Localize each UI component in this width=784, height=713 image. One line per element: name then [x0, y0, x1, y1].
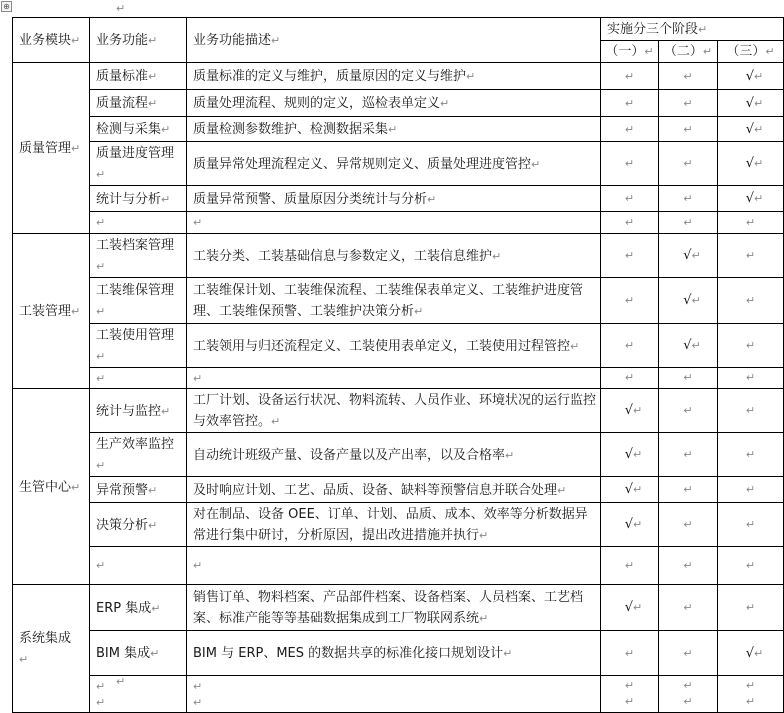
header-description: 业务功能描述↵: [187, 18, 601, 63]
header-module: 业务模块↵: [13, 18, 90, 63]
function-cell: 生产效率监控↵: [90, 433, 187, 477]
header-phase-3: （三）↵: [718, 41, 784, 63]
module-cell: 生管中心↵: [13, 389, 90, 585]
phase-cell: ↵: [601, 234, 659, 278]
description-cell: BIM 与 ERP、MES 的数据共享的标准化接口规划设计↵: [187, 631, 601, 676]
module-cell: 系统集成 ↵: [13, 585, 90, 713]
empty-cell: ↵: [718, 547, 784, 585]
phase-cell: ↵: [601, 186, 659, 212]
empty-cell: ↵ ↵: [90, 676, 187, 713]
function-cell: 异常预警↵: [90, 477, 187, 503]
phase-cell: ↵: [601, 63, 659, 90]
phase-cell: ↵: [659, 186, 718, 212]
description-cell: 质量异常处理流程定义、异常规则定义、质量处理进度管控↵: [187, 142, 601, 186]
phase-cell: ↵: [718, 234, 784, 278]
empty-cell: ↵: [187, 212, 601, 234]
description-cell: 质量标准的定义与维护，质量原因的定义与维护↵: [187, 63, 601, 90]
phase-cell: ↵: [601, 90, 659, 117]
function-cell: 工装使用管理↵: [90, 324, 187, 368]
description-cell: 质量异常预警、质量原因分类统计与分析↵: [187, 186, 601, 212]
paragraph-mark-icon: ↵: [116, 2, 126, 15]
description-cell: 工装分类、工装基础信息与参数定义，工装信息维护↵: [187, 234, 601, 278]
empty-cell: ↵: [718, 368, 784, 389]
phase-cell: ↵: [659, 503, 718, 547]
phase-cell: √↵: [718, 186, 784, 212]
phase-cell: √↵: [718, 90, 784, 117]
check-mark-icon: √: [745, 68, 755, 84]
phase-cell: √↵: [718, 631, 784, 676]
phase-cell: ↵: [718, 477, 784, 503]
phase-cell: √↵: [601, 503, 659, 547]
phase-cell: ↵: [601, 117, 659, 142]
empty-cell: ↵: [90, 368, 187, 389]
phase-cell: √↵: [718, 142, 784, 186]
phase-cell: ↵: [601, 278, 659, 324]
description-cell: 质量处理流程、规则的定义，巡检表单定义↵: [187, 90, 601, 117]
function-cell: 质量进度管理↵: [90, 142, 187, 186]
phase-cell: ↵: [718, 324, 784, 368]
phase-cell: ↵: [659, 63, 718, 90]
phase-cell: √↵: [718, 63, 784, 90]
header-function: 业务功能↵: [90, 18, 187, 63]
function-cell: 工装维保管理↵: [90, 278, 187, 324]
check-mark-icon: √: [624, 517, 634, 532]
empty-cell: ↵: [601, 368, 659, 389]
description-cell: 质量检测参数维护、检测数据采集↵: [187, 117, 601, 142]
empty-cell: ↵: [90, 212, 187, 234]
phase-cell: ↵: [659, 117, 718, 142]
phase-cell: √↵: [601, 477, 659, 503]
header-phase-2: （二）↵: [659, 41, 718, 63]
phase-cell: ↵: [659, 389, 718, 433]
phase-cell: √↵: [659, 234, 718, 278]
description-cell: 工装领用与归还流程定义、工装使用表单定义，工装使用过程管控↵: [187, 324, 601, 368]
check-mark-icon: √: [683, 338, 692, 353]
empty-cell: ↵: [659, 547, 718, 585]
empty-cell: ↵ ↵: [187, 676, 601, 713]
description-cell: 工厂计划、设备运行状况、物料流转、人员作业、环境状况的运行监控与效率管控。↵: [187, 389, 601, 433]
phase-cell: ↵: [718, 433, 784, 477]
phase-cell: √↵: [718, 117, 784, 142]
phase-cell: ↵: [718, 389, 784, 433]
paragraph-mark-icon: ↵: [116, 675, 126, 688]
phase-cell: ↵: [659, 631, 718, 676]
function-cell: 统计与分析↵: [90, 186, 187, 212]
empty-cell: ↵: [659, 212, 718, 234]
description-cell: 对在制品、设备 OEE、订单、计划、品质、成本、效率等分析数据异常进行集中研讨，分析原因，提出改进措施并执行↵: [187, 503, 601, 547]
phase-cell: ↵: [718, 503, 784, 547]
check-mark-icon: √: [624, 600, 634, 615]
function-cell: BIM 集成↵: [90, 631, 187, 676]
phase-cell: ↵: [601, 142, 659, 186]
check-mark-icon: √: [624, 447, 634, 462]
module-cell: 质量管理↵: [13, 63, 90, 234]
description-cell: 销售订单、物料档案、产品部件档案、设备档案、人员档案、工艺档案、标准产能等等基础数据集成到工厂物联网系统↵: [187, 585, 601, 631]
empty-cell: ↵: [718, 212, 784, 234]
phase-cell: ↵: [601, 631, 659, 676]
function-cell: ERP 集成↵: [90, 585, 187, 631]
phase-cell: √↵: [659, 324, 718, 368]
check-mark-icon: √: [683, 293, 692, 308]
check-mark-icon: √: [745, 645, 755, 661]
function-cell: 检测与采集↵: [90, 117, 187, 142]
check-mark-icon: √: [745, 95, 755, 111]
phase-cell: √↵: [601, 389, 659, 433]
function-cell: 统计与监控↵: [90, 389, 187, 433]
header-phases: 实施分三个阶段↵: [601, 18, 784, 41]
check-mark-icon: √: [745, 191, 755, 206]
phase-cell: √↵: [659, 278, 718, 324]
check-mark-icon: √: [745, 156, 755, 171]
phase-cell: √↵: [601, 433, 659, 477]
empty-cell: ↵: [659, 368, 718, 389]
table-anchor-icon[interactable]: ⊕: [1, 1, 12, 12]
empty-cell: ↵: [601, 212, 659, 234]
phase-cell: ↵: [718, 278, 784, 324]
function-cell: 质量流程↵: [90, 90, 187, 117]
check-mark-icon: √: [624, 482, 634, 497]
phase-cell: √↵: [601, 585, 659, 631]
description-cell: 工装维保计划、工装维保流程、工装维保表单定义、工装维护进度管理、工装维保预警、工装维护决策分析↵: [187, 278, 601, 324]
empty-cell: ↵: [90, 547, 187, 585]
check-mark-icon: √: [745, 121, 755, 137]
phase-cell: ↵: [659, 142, 718, 186]
empty-cell: ↵ ↵: [601, 676, 659, 713]
implementation-phase-table: [12, 17, 784, 713]
description-cell: 及时响应计划、工艺、品质、设备、缺料等预警信息并联合处理↵: [187, 477, 601, 503]
phase-cell: ↵: [601, 324, 659, 368]
module-cell: 工装管理↵: [13, 234, 90, 389]
phase-cell: ↵: [659, 90, 718, 117]
empty-cell: ↵ ↵: [659, 676, 718, 713]
phase-cell: ↵: [659, 585, 718, 631]
phase-cell: ↵: [659, 477, 718, 503]
check-mark-icon: √: [683, 248, 692, 263]
empty-cell: ↵: [187, 368, 601, 389]
phase-cell: ↵: [659, 433, 718, 477]
description-cell: 自动统计班级产量、设备产量以及产出率，以及合格率↵: [187, 433, 601, 477]
empty-cell: ↵: [601, 547, 659, 585]
function-cell: 质量标准↵: [90, 63, 187, 90]
check-mark-icon: √: [624, 403, 634, 418]
phase-cell: ↵: [718, 585, 784, 631]
function-cell: 决策分析↵: [90, 503, 187, 547]
empty-cell: ↵: [187, 547, 601, 585]
function-cell: 工装档案管理↵: [90, 234, 187, 278]
empty-cell: ↵ ↵: [718, 676, 784, 713]
header-phase-1: （一）↵: [601, 41, 659, 63]
